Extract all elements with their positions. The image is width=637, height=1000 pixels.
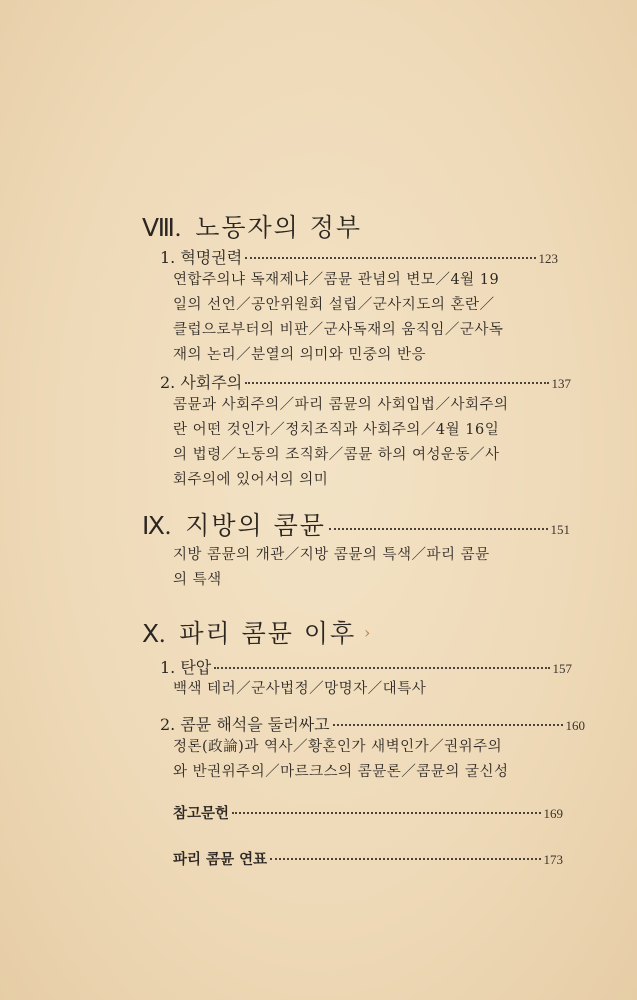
part-title: 지방의 콤뮨 <box>185 511 326 540</box>
toc-entry-references[interactable] <box>173 802 563 823</box>
description-line: 연합주의냐 독재제냐／콤뮨 관념의 변모／4월 19 <box>173 272 500 288</box>
section-description <box>173 543 503 593</box>
ink-mark: › <box>364 623 371 642</box>
page-number: 151 <box>550 522 570 537</box>
section-description <box>173 735 509 785</box>
description-line: 일의 선언／공안위원회 설립／군사지도의 혼란／ <box>173 297 495 313</box>
toc-entry-10-1[interactable] <box>160 655 572 678</box>
part-heading-9[interactable] <box>142 506 570 542</box>
description-line: 의 법령／노동의 조직화／콤뮨 하의 여성운동／사 <box>173 447 500 463</box>
dot-leader <box>245 257 535 259</box>
part-title: 노동자의 정부 <box>195 213 363 242</box>
description-line: 정론(政論)과 역사／황혼인가 새벽인가／권위주의 <box>173 739 503 755</box>
toc-entry-chronology[interactable] <box>173 848 563 869</box>
page-number: 160 <box>565 718 585 733</box>
dot-leader <box>333 724 563 726</box>
section-description <box>173 268 503 368</box>
description-line: 콤뮨과 사회주의／파리 콤뮨의 사회입법／사회주의 <box>173 397 509 413</box>
back-matter-label: 파리 콤뮨 연표 <box>173 852 268 868</box>
description-line: 와 반권위주의／마르크스의 콤뮨론／콤뮨의 굴신성 <box>173 764 509 780</box>
description-line: 회주의에 있어서의 의미 <box>173 472 329 488</box>
part-heading-8 <box>142 208 362 244</box>
page-number: 137 <box>551 376 571 391</box>
description-line: 란 어떤 것인가／정치조직과 사회주의／4월 16일 <box>173 422 500 438</box>
description-line: 의 특색 <box>173 572 222 588</box>
description-line: 재의 논리／분열의 의미와 민중의 반응 <box>173 347 427 363</box>
section-label: 2. 콤뮨 해석을 둘러싸고 <box>160 715 330 734</box>
section-description <box>173 677 503 702</box>
page-number: 169 <box>543 806 563 821</box>
description-line: 백색 테러／군사법정／망명자／대특사 <box>173 681 427 697</box>
toc-entry-8-2[interactable] <box>160 370 571 393</box>
page-number: 157 <box>552 661 572 676</box>
part-title: 파리 콤뮨 이후 <box>179 619 357 648</box>
section-label: 1. 탄압 <box>160 658 212 677</box>
page-number: 123 <box>538 251 558 266</box>
dot-leader <box>214 667 549 669</box>
dot-leader <box>245 382 548 384</box>
dot-leader <box>232 812 540 814</box>
description-line: 클럽으로부터의 비판／군사독재의 움직임／군사독 <box>173 322 504 338</box>
dot-leader <box>329 528 548 530</box>
toc-entry-8-1[interactable] <box>160 245 558 268</box>
part-numeral: Ⅸ. <box>142 513 172 540</box>
section-label: 1. 혁명권력 <box>160 248 243 267</box>
section-description <box>173 393 509 493</box>
part-numeral: Ⅹ. <box>142 621 166 648</box>
toc-entry-10-2[interactable] <box>160 712 585 735</box>
description-line: 지방 콤뮨의 개관／지방 콤뮨의 특색／파리 콤뮨 <box>173 547 490 563</box>
dot-leader <box>270 858 540 860</box>
page-number: 173 <box>543 852 563 867</box>
back-matter-label: 참고문헌 <box>173 806 230 822</box>
part-numeral: Ⅷ. <box>142 215 182 242</box>
section-label: 2. 사회주의 <box>160 373 243 392</box>
part-heading-10 <box>142 614 356 650</box>
